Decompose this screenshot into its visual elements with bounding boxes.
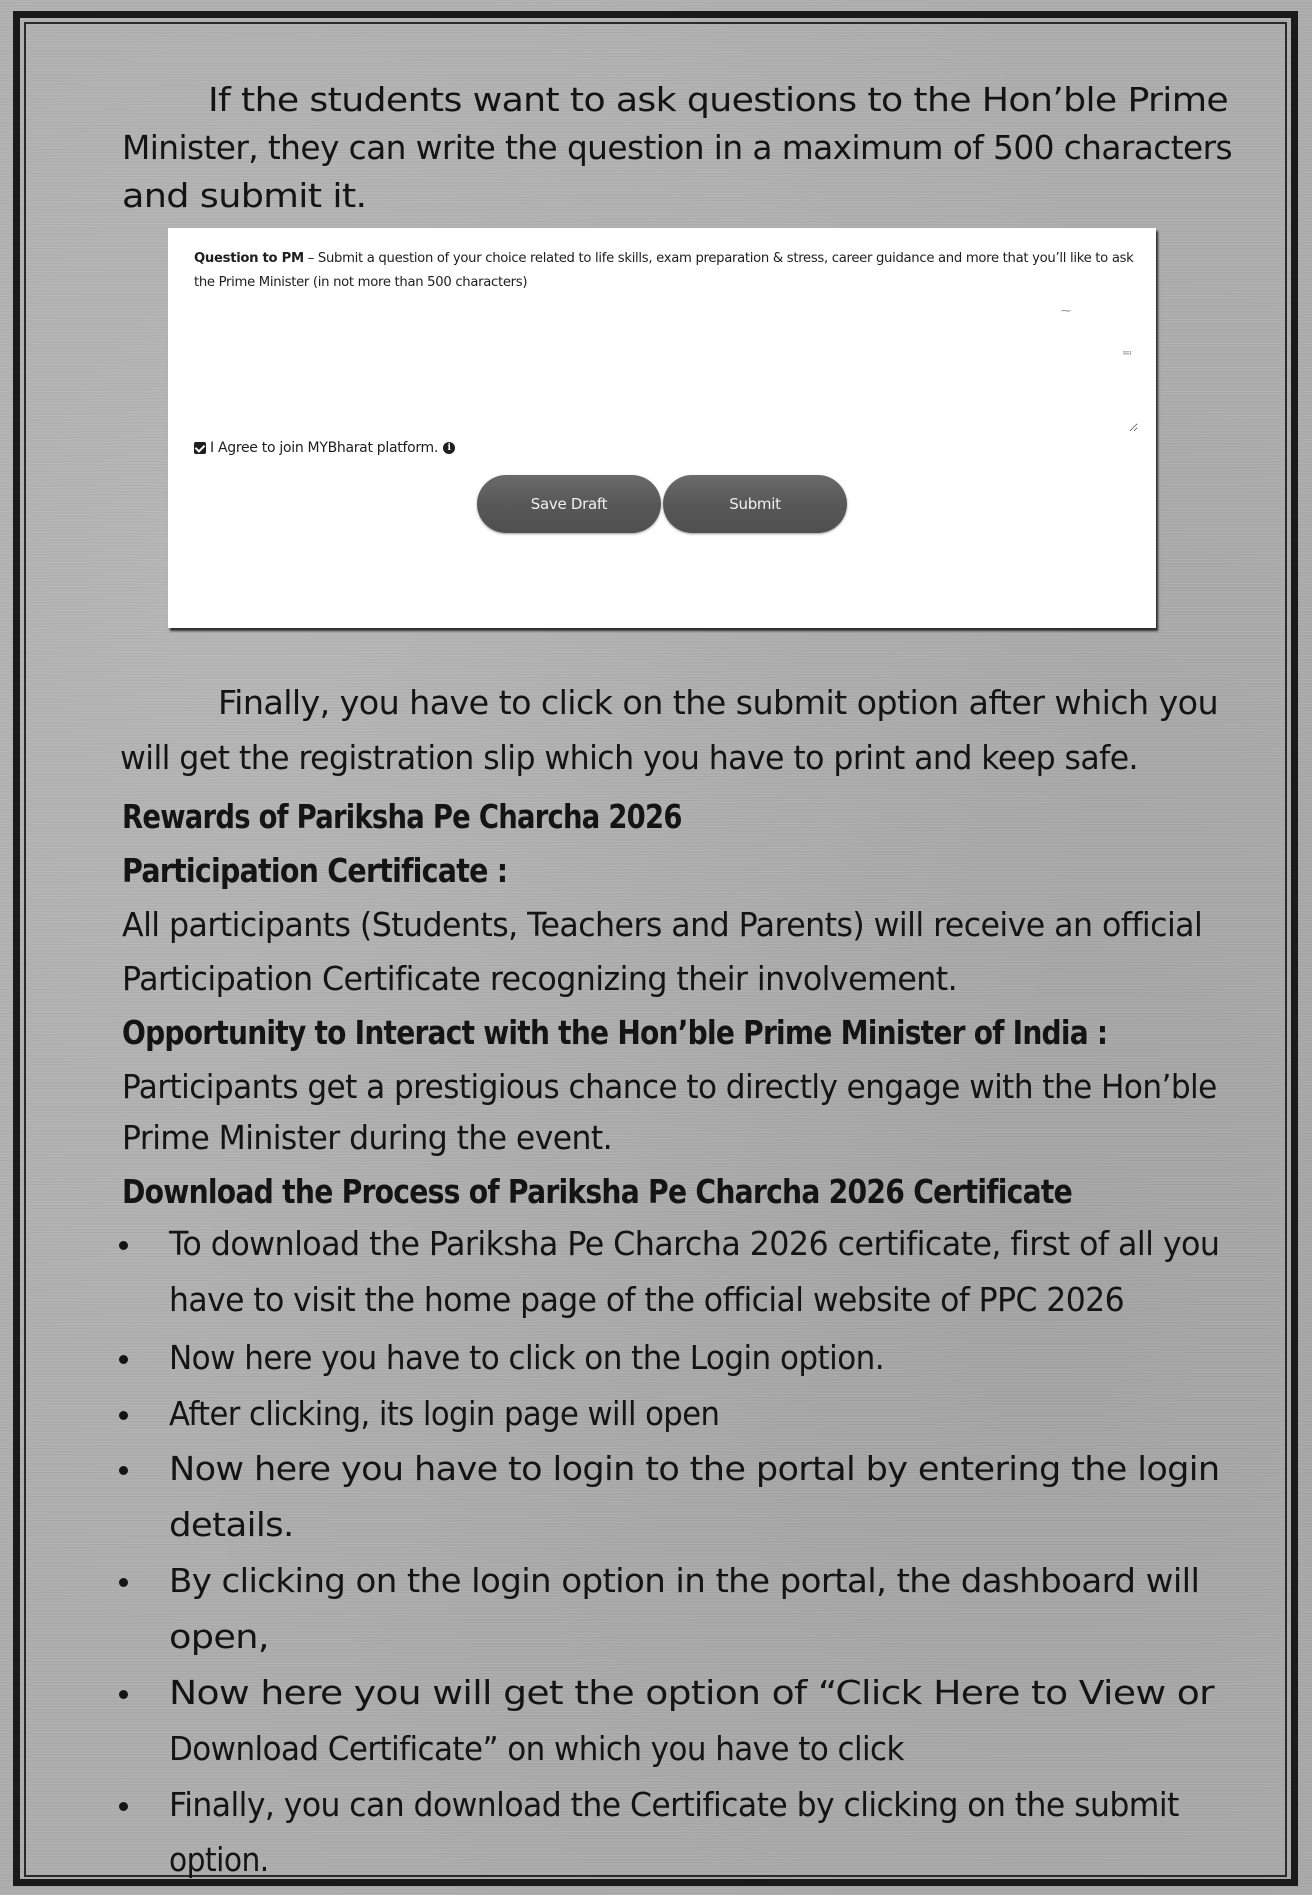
after-form-line: Finally, you have to click on the submit option after which you [218,683,1219,722]
step-line: Now here you have to login to the portal by entering the login [169,1449,1220,1488]
bullet-icon [119,1355,128,1364]
step-line: details. [169,1505,294,1544]
bullet-icon [119,1466,128,1475]
step-line: After clicking, its login page will open [169,1394,720,1433]
agree-label[interactable]: I Agree to join MYBharat platform. [210,440,439,456]
intro-line: If the students want to ask questions to the Hon’ble Prime [208,80,1229,119]
submit-button[interactable]: Submit [663,475,847,533]
step-line: have to visit the home page of the official website of PPC 2026 [169,1280,1125,1319]
textarea-resize-handle-icon[interactable]: ≕ [1122,348,1132,359]
step-line: By clicking on the login option in the portal, the dashboard will [169,1561,1200,1600]
bullet-icon [119,1802,128,1811]
bullet-icon [119,1690,128,1699]
bullet-icon [119,1241,128,1250]
bullet-icon [119,1411,128,1420]
step-line: Finally, you can download the Certificate by clicking on the submit [169,1785,1179,1824]
intro-line: Minister, they can write the question in a maximum of 500 characters [122,128,1233,167]
question-field-label [194,247,1134,295]
textarea-mark-icon: ⁓ [1061,306,1071,317]
agree-checkbox[interactable] [194,442,206,454]
info-icon[interactable]: i [443,442,455,454]
question-label-text: – Submit a question of your choice related to life skills, exam preparation & stress, career guidance and more that you’ll like to ask the Prime Minister (in not more than 500 characters) [194,251,1134,290]
step-line: Now here you have to click on the Login option. [169,1338,885,1377]
question-label-lead: Question to PM [194,251,304,266]
participation-heading: Participation Certificate : [122,851,508,890]
question-textarea[interactable] [194,298,1138,432]
save-draft-button[interactable]: Save Draft [477,475,661,533]
participation-text-line: All participants (Students, Teachers and Parents) will receive an official [122,905,1203,944]
intro-line: and submit it. [122,176,367,215]
after-form-line: will get the registration slip which you have to print and keep safe. [120,738,1139,777]
step-line: open, [169,1617,269,1656]
bullet-icon [119,1578,128,1587]
rewards-heading: Rewards of Pariksha Pe Charcha 2026 [122,797,682,836]
opportunity-text-line: Prime Minister during the event. [122,1118,613,1157]
step-line: To download the Pariksha Pe Charcha 2026 certificate, first of all you [169,1224,1220,1263]
opportunity-text-line: Participants get a prestigious chance to directly engage with the Hon’ble [122,1067,1217,1106]
opportunity-heading: Opportunity to Interact with the Hon’ble Prime Minister of India : [122,1013,1108,1052]
agree-checkbox-row[interactable] [194,440,455,456]
participation-text-line: Participation Certificate recognizing their involvement. [122,959,958,998]
step-line: Download Certificate” on which you have to click [169,1729,904,1768]
download-heading: Download the Process of Pariksha Pe Charcha 2026 Certificate [122,1172,1073,1211]
step-line: option. [169,1840,269,1879]
question-to-pm-form [168,228,1156,628]
step-line: Now here you will get the option of “Click Here to View or [169,1673,1214,1712]
